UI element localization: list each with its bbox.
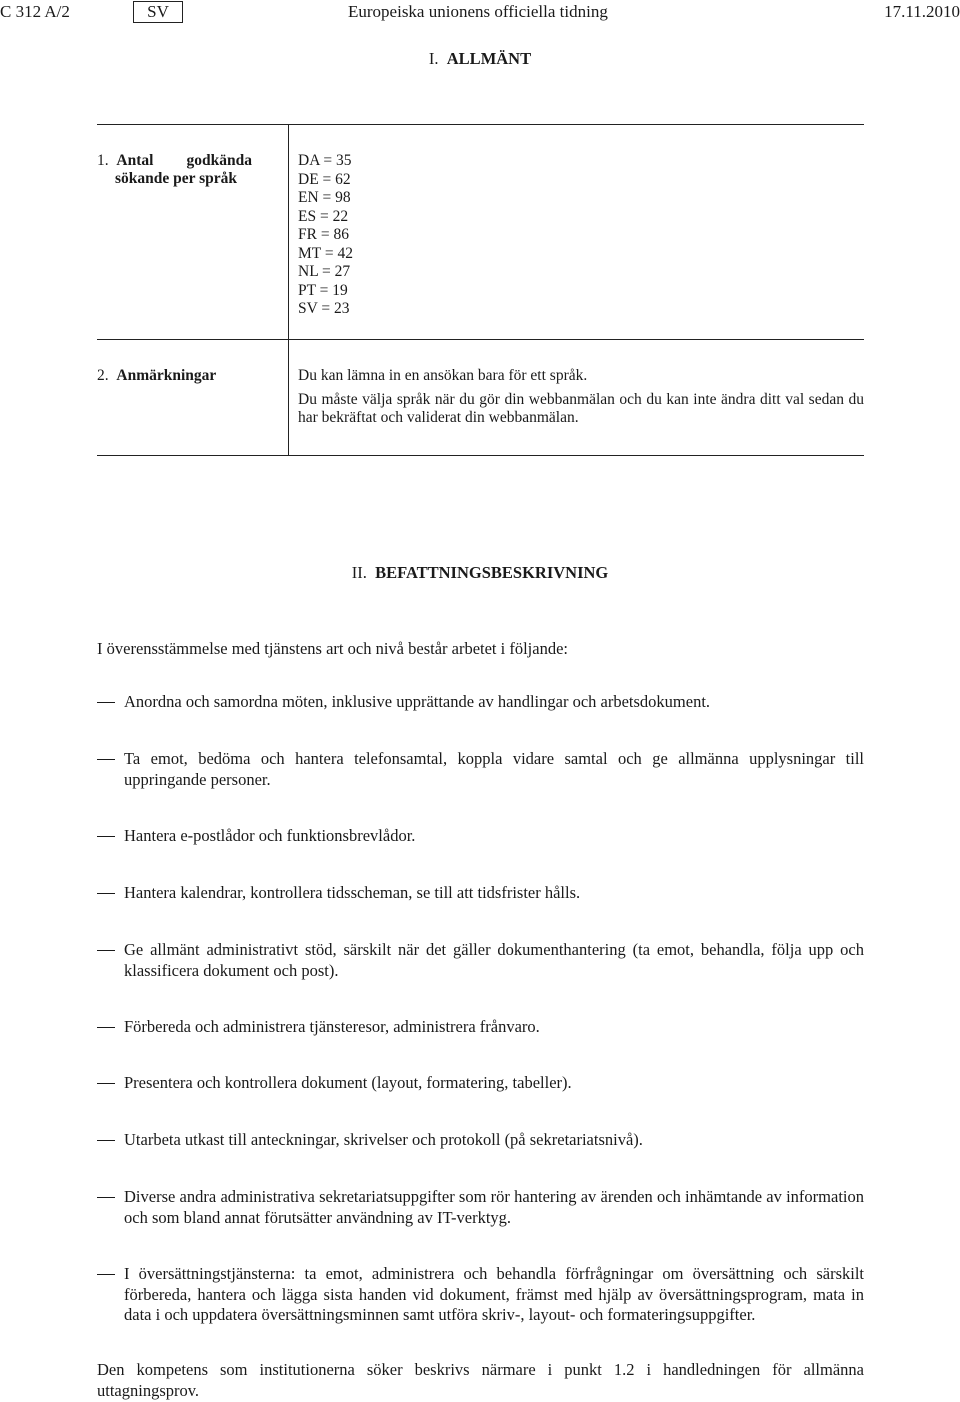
language-count: PT = 19 <box>298 281 348 299</box>
list-item-text: Utarbeta utkast till anteckningar, skrivelser och protokoll (på sekretariatsnivå). <box>124 1130 643 1149</box>
list-item-text: Ta emot, bedöma och hantera telefonsamtal, koppla vidare samtal och ge allmänna upplysningar till uppringande personer. <box>124 749 864 789</box>
label-word: Anmärkningar <box>116 367 217 384</box>
section-heading-general <box>0 49 960 69</box>
issue-number: C 312 A/2 <box>0 2 70 21</box>
list-item-text: Anordna och samordna möten, inklusive upprättande av handlingar och arbetsdokument. <box>124 692 711 711</box>
label-line: sökande per språk <box>115 170 238 187</box>
dash-bullet <box>97 1027 115 1028</box>
section-heading-job-description <box>0 563 960 583</box>
list-item-text: I översättningstjänsterna: ta emot, administrera och behandla förfrågningar om översättning och särskilt förbereda, hantera och lägga sista handen vid dokument, främst med hjälp av översättningsprogram, mata in data i och uppdatera översättningsminnen samt utföra skriv-, layout- och formateringsuppgifter. <box>124 1264 864 1324</box>
table-top-rule <box>97 124 864 125</box>
list-item-text: Förbereda och administrera tjänsteresor, administrera frånvaro. <box>124 1017 540 1036</box>
list-item-text: Presentera och kontrollera dokument (layout, formatering, tabeller). <box>124 1073 572 1092</box>
list-item-text: Ge allmänt administrativt stöd, särskilt när det gäller dokumenthantering (ta emot, behandla, följa upp och klassificera dokument och post). <box>124 940 864 980</box>
label-word: Antal <box>116 152 154 169</box>
remarks-text <box>298 367 864 433</box>
section-title: BEFATTNINGSBESKRIVNING <box>375 563 609 582</box>
section-title: ALLMÄNT <box>446 49 532 68</box>
language-count: FR = 86 <box>298 226 349 243</box>
dash-bullet <box>97 1274 115 1275</box>
dash-bullet <box>97 893 115 894</box>
applicants-per-language-list <box>298 152 498 319</box>
language-box: SV <box>133 1 183 23</box>
list-item-text: Hantera kalendrar, kontrollera tidsscheman, se till att tidsfrister hålls. <box>124 883 581 902</box>
issue-date: 17.11.2010 <box>884 2 960 21</box>
dash-bullet <box>97 836 115 837</box>
dash-bullet <box>97 1140 115 1141</box>
dash-bullet <box>97 1197 115 1198</box>
language-count: ES = 22 <box>298 207 349 225</box>
list-item-text: Hantera e-postlådor och funktionsbrevlådor. <box>124 826 416 845</box>
language-count: DA = 35 <box>298 152 352 169</box>
table-column-rule <box>288 124 289 455</box>
table-middle-rule <box>97 339 864 340</box>
language-count: DE = 62 <box>298 170 351 188</box>
closing-paragraph: Den kompetens som institutionerna söker beskrivs närmare i punkt 1.2 i handledningen för allmänna uttagningsprov. <box>97 1360 864 1400</box>
section-number: I. <box>428 49 439 68</box>
dash-bullet <box>97 950 115 951</box>
dash-bullet <box>97 759 115 760</box>
language-count: SV = 23 <box>298 300 350 317</box>
section-number: II. <box>351 563 367 582</box>
language-count: MT = 42 <box>298 244 353 262</box>
remark: Du kan lämna in en ansökan bara för ett språk. <box>298 367 588 384</box>
dash-bullet <box>97 1083 115 1084</box>
remark: Du måste välja språk när du gör din webbanmälan och du kan inte ändra ditt val sedan du har bekräftat och validerat din webbanmälan. <box>298 391 864 426</box>
page-header <box>0 0 960 28</box>
journal-title: Europeiska unionens officiella tidning <box>348 2 608 21</box>
intro-paragraph: I överensstämmelse med tjänstens art och nivå består arbetet i följande: <box>97 639 568 658</box>
table-row-label-applicants <box>97 152 252 188</box>
language-count: NL = 27 <box>298 263 351 280</box>
row-number: 1. <box>97 152 109 169</box>
table-bottom-rule <box>97 455 864 456</box>
table-row-label-remarks <box>97 367 277 385</box>
row-number: 2. <box>97 367 109 384</box>
label-word: godkända <box>186 152 252 169</box>
list-item-text: Diverse andra administrativa sekretariatsuppgifter som rör hantering av ärenden och inhämtande av information och som bland annat förutsätter användning av IT-verktyg. <box>124 1187 864 1227</box>
language-count: EN = 98 <box>298 189 351 206</box>
dash-bullet <box>97 702 115 703</box>
